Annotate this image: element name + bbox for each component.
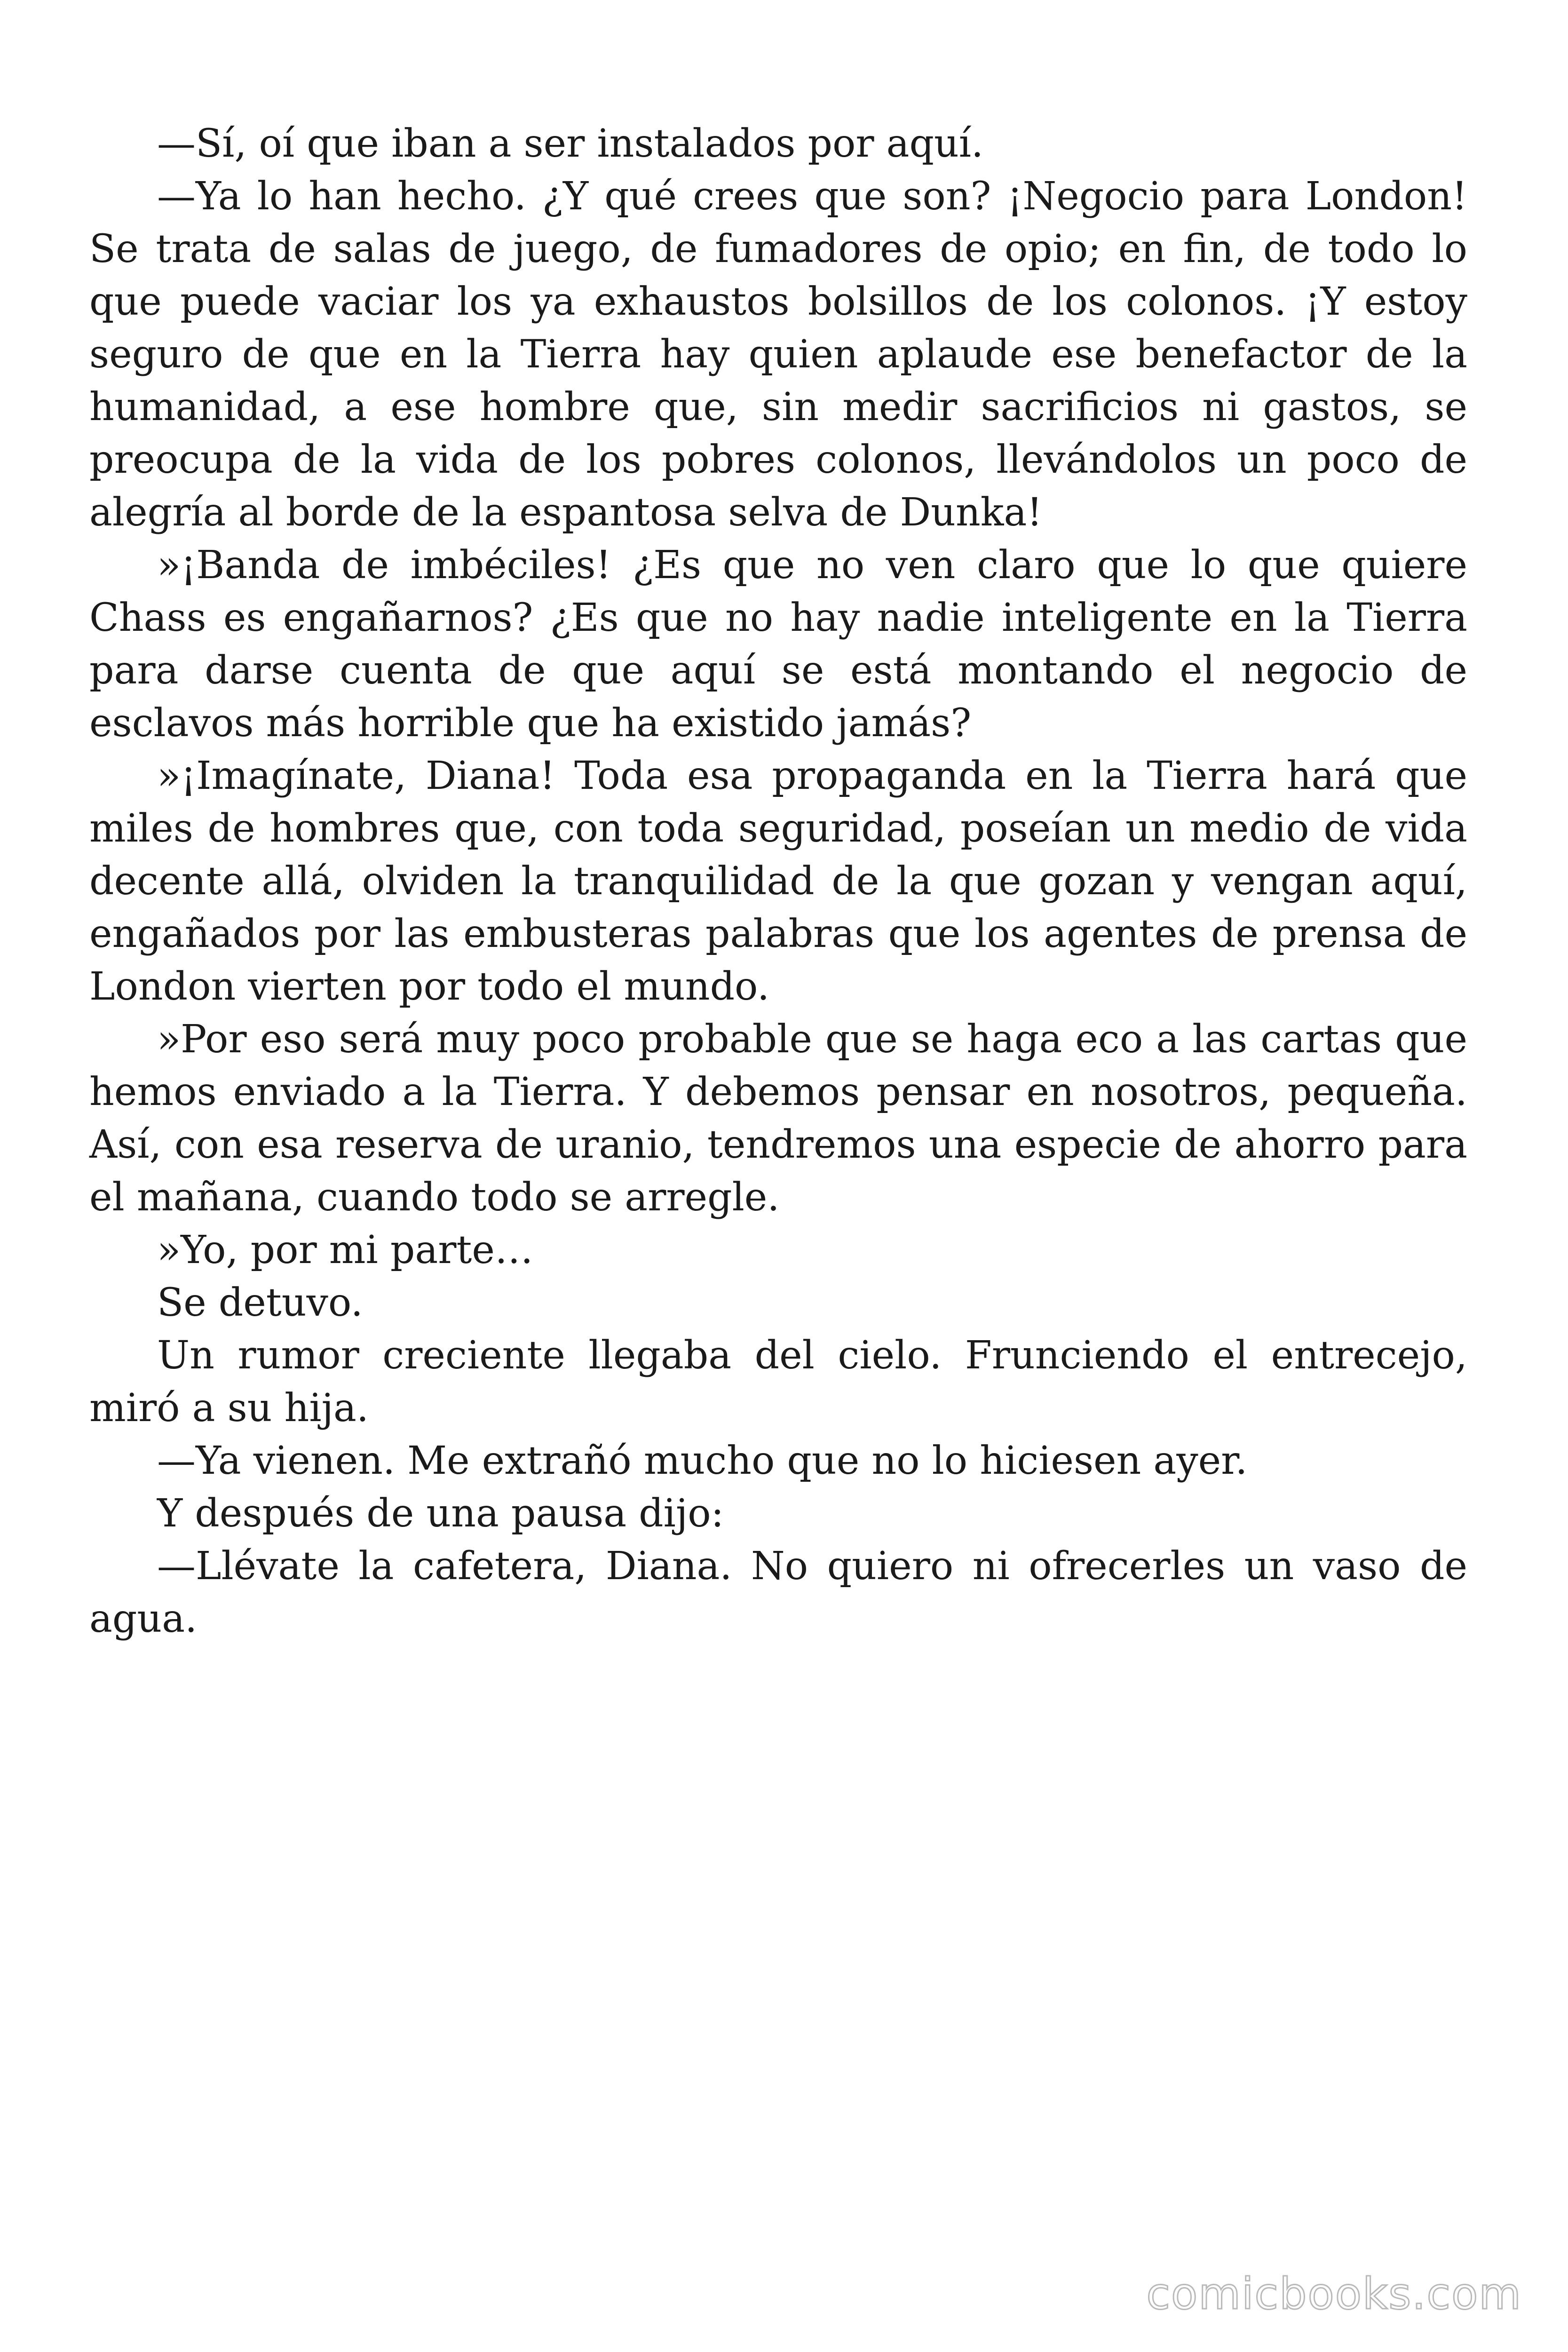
- paragraph-2: —Ya lo han hecho. ¿Y qué crees que son? ¡Negocio para London! Se trata de salas de juego, de fumadores de opio; en fin, de todo lo que puede vaciar los ya exhaustos bolsillos de los colonos. ¡Y estoy seguro de que en la Tierra hay quien aplaude ese benefactor de la humanidad, a ese hombre que, sin medir sacrificios ni gastos, se preocupa de la vida de los pobres colonos, llevándolos un poco de alegría al borde de la espantosa selva de Dunka!: [89, 174, 1467, 535]
- paragraph-9: —Ya vienen. Me extrañó mucho que no lo hiciesen ayer.: [157, 1438, 1248, 1483]
- paragraph-8: Un rumor creciente llegaba del cielo. Frunciendo el entrecejo, miró a su hija.: [89, 1333, 1467, 1430]
- watermark: comicbooks.com: [1146, 2269, 1522, 2319]
- paragraph-7: Se detuvo.: [157, 1280, 363, 1325]
- paragraph-10: Y después de una pausa dijo:: [157, 1491, 724, 1536]
- paragraph-6: »Yo, por mi parte…: [157, 1228, 533, 1272]
- paragraph-3: »¡Banda de imbéciles! ¿Es que no ven claro que lo que quiere Chass es engañarnos? ¿Es que no hay nadie inteligente en la Tierra para darse cuenta de que aquí se está montando el negocio de esclavos más horrible que ha existido jamás?: [89, 543, 1467, 746]
- paragraph-11: —Llévate la cafetera, Diana. No quiero ni ofrecerles un vaso de agua.: [89, 1544, 1467, 1641]
- page-text: [89, 118, 1467, 1645]
- paragraph-1: —Sí, oí que iban a ser instalados por aquí.: [157, 121, 984, 166]
- paragraph-4: »¡Imagínate, Diana! Toda esa propaganda en la Tierra hará que miles de hombres que, con toda seguridad, poseían un medio de vida decente allá, olviden la tranquilidad de la que gozan y vengan aquí, engañados por las embusteras palabras que los agentes de prensa de London vierten por todo el mundo.: [89, 754, 1467, 1009]
- paragraph-5: »Por eso será muy poco probable que se haga eco a las cartas que hemos enviado a la Tierra. Y debemos pensar en nosotros, pequeña. Así, con esa reserva de uranio, tendremos una especie de ahorro para el mañana, cuando todo se arregle.: [89, 1017, 1467, 1220]
